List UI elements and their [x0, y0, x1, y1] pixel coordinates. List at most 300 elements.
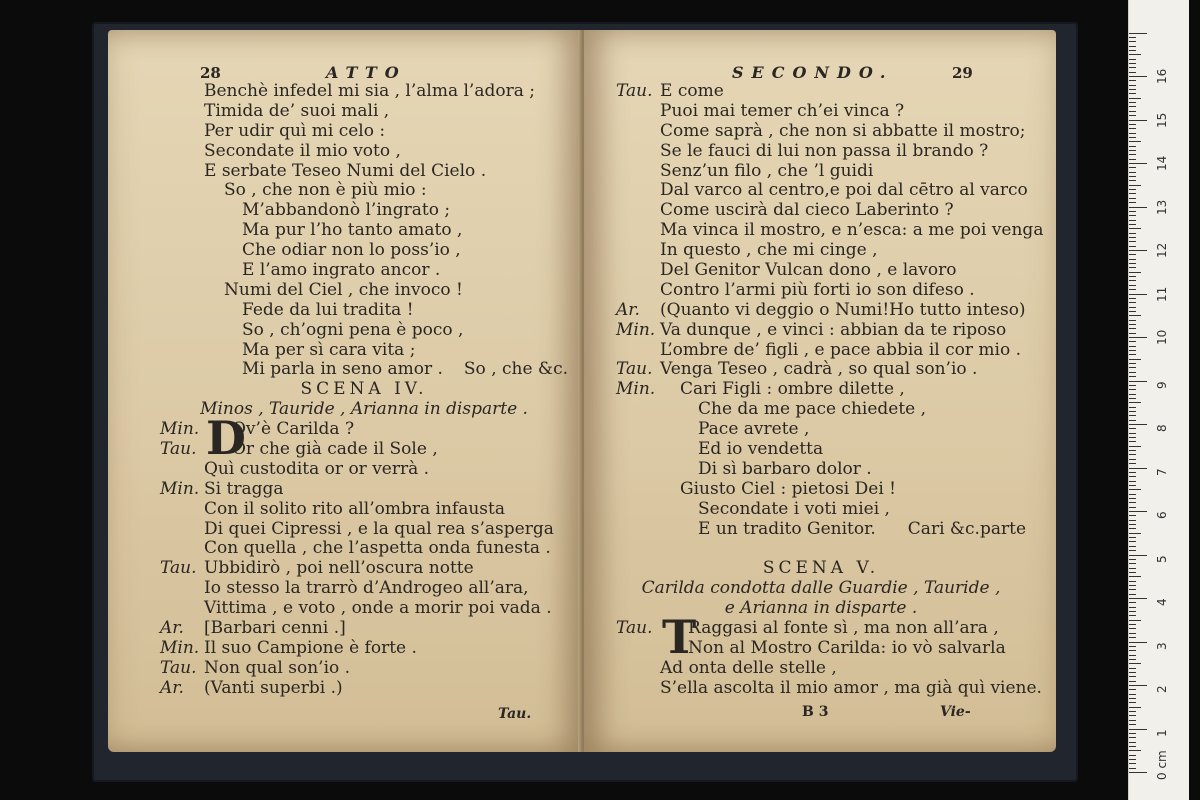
ruler-tick	[1129, 698, 1136, 699]
ruler-tick	[1129, 72, 1136, 73]
verse-text: Timida de’ suoi mali ,	[204, 100, 390, 121]
ruler-tick	[1129, 624, 1136, 625]
ruler-tick	[1129, 146, 1136, 147]
ruler-tick	[1129, 494, 1136, 495]
ruler-tick	[1129, 715, 1136, 716]
verse-line	[616, 440, 1026, 460]
ruler-tick	[1129, 485, 1136, 486]
ruler-tick	[1129, 720, 1136, 721]
ruler-tick	[1129, 650, 1136, 651]
ruler-tick	[1129, 659, 1136, 660]
ruler-tick	[1129, 267, 1136, 268]
ruler-tick	[1129, 411, 1136, 412]
ruler-tick	[1129, 415, 1136, 416]
ruler-tick	[1129, 742, 1136, 743]
verse-line	[616, 360, 1026, 380]
ruler-tick	[1129, 385, 1136, 386]
verse-text: Che da me pace chiedete ,	[698, 399, 927, 420]
ruler-tick	[1129, 594, 1136, 595]
speaker-label: Ar.	[160, 677, 184, 698]
ruler-label: 14	[1155, 155, 1169, 171]
verse-line	[616, 261, 1026, 281]
measuring-ruler	[1128, 0, 1189, 800]
speaker-label: Tau.	[616, 359, 653, 380]
ruler-tick	[1129, 772, 1147, 773]
verse-line	[616, 659, 1026, 679]
ruler-tick	[1129, 59, 1136, 60]
ruler-label: 4	[1155, 598, 1169, 606]
verse-line	[616, 220, 1044, 241]
verse-line	[160, 599, 568, 619]
ruler-tick	[1129, 85, 1136, 86]
verse-line	[160, 480, 568, 500]
ruler-tick	[1129, 280, 1136, 281]
verse-text: Non al Mostro Carilda: io vò salvarla	[688, 637, 1006, 658]
ruler-tick	[1129, 315, 1141, 316]
running-head: SECONDO.	[732, 63, 894, 82]
ruler-tick	[1129, 233, 1136, 234]
verse-line	[616, 380, 1026, 400]
ruler-tick	[1129, 302, 1136, 303]
ruler-tick	[1129, 272, 1141, 273]
verse-text: Per udir quì mi celo :	[204, 120, 386, 141]
verse-text: M’abbandonò l’ingrato ;	[242, 200, 451, 221]
verse-line	[160, 679, 568, 699]
ruler-tick	[1129, 450, 1136, 451]
verse-text: Ma vinca il mostro, e n’esca: a me poi venga	[660, 220, 1044, 241]
ruler-tick	[1129, 402, 1141, 403]
ruler-label: 11	[1155, 286, 1169, 302]
verse-line	[160, 142, 568, 162]
ruler-label: 2	[1155, 685, 1169, 693]
speaker-label: Min.	[160, 637, 200, 658]
verse-text: Benchè infedel mi sia , l’alma l’adora ;	[204, 81, 535, 101]
ruler-tick	[1129, 294, 1147, 295]
verse-line	[616, 321, 1026, 341]
verse-text: Come uscirà dal cieco Laberinto ?	[660, 200, 954, 221]
ruler-tick	[1129, 63, 1136, 64]
ruler-tick	[1129, 172, 1136, 173]
ruler-label: 13	[1155, 199, 1169, 215]
ruler-tick	[1129, 150, 1136, 151]
catchword: Vie-	[940, 704, 971, 720]
verse-text: Non qual son’io .	[204, 657, 351, 678]
ruler-tick	[1129, 167, 1136, 168]
stage-direction: So , che &c.	[463, 359, 568, 380]
ruler-tick	[1129, 481, 1136, 482]
ruler-tick	[1129, 41, 1136, 42]
verse-line	[160, 460, 568, 480]
ruler-tick	[1129, 141, 1141, 142]
ruler-tick	[1129, 254, 1136, 255]
ruler-tick	[1129, 437, 1136, 438]
ruler-tick	[1129, 50, 1136, 51]
ruler-tick	[1129, 111, 1136, 112]
verse-line	[616, 677, 1042, 699]
verse-text: Senz’un filo , che ’l guidi	[660, 160, 874, 181]
ruler-tick	[1129, 381, 1147, 382]
text-block	[160, 82, 568, 699]
ruler-label: 8	[1155, 424, 1169, 432]
verse-text: Venga Teseo , cadrà , so qual son’io .	[660, 359, 978, 380]
ruler-tick	[1129, 707, 1141, 708]
ruler-tick	[1129, 468, 1147, 469]
verse-line	[160, 360, 568, 380]
verse-line	[160, 162, 568, 182]
verse-line	[160, 500, 568, 520]
verse-text: [Barbari cenni .]	[204, 618, 346, 639]
ruler-tick	[1129, 546, 1136, 547]
speaker-label: Min.	[616, 319, 656, 340]
ruler-tick	[1129, 407, 1136, 408]
ruler-tick	[1129, 472, 1136, 473]
verse-line	[160, 440, 568, 460]
ruler-tick	[1129, 359, 1141, 360]
verse-text: E serbate Teseo Numi del Cielo .	[204, 160, 487, 181]
ruler-tick	[1129, 320, 1136, 321]
ruler-tick	[1129, 289, 1136, 290]
right-page	[584, 30, 1056, 752]
ruler-tick	[1129, 533, 1141, 534]
verse-text: Puoi mai temer ch’ei vinca ?	[660, 100, 905, 121]
verse-line	[616, 460, 1026, 480]
verse-line	[616, 201, 1026, 221]
speaker-label: Tau.	[160, 439, 197, 460]
verse-text: Raggasi al fonte sì , ma non all’ara ,	[688, 618, 999, 639]
ruler-tick	[1129, 137, 1136, 138]
ruler-tick	[1129, 176, 1136, 177]
ruler-tick	[1129, 298, 1136, 299]
running-head: ATTO	[326, 63, 407, 82]
verse-text: Pace avrete ,	[698, 419, 810, 440]
ruler-tick	[1129, 620, 1141, 621]
verse-text: (Quanto vi deggio o Numi!Ho tutto inteso)	[660, 299, 1026, 320]
ruler-tick	[1129, 350, 1136, 351]
ruler-tick	[1129, 128, 1136, 129]
ruler-tick	[1129, 215, 1136, 216]
ruler-label: 0 cm	[1155, 750, 1169, 780]
ruler-tick	[1129, 585, 1136, 586]
verse-line	[160, 201, 568, 221]
ruler-tick	[1129, 572, 1136, 573]
verse-line	[160, 321, 568, 341]
ruler-tick	[1129, 668, 1136, 669]
ruler-tick	[1129, 241, 1136, 242]
ruler-tick	[1129, 724, 1136, 725]
ruler-tick	[1129, 220, 1136, 221]
ruler-label: 3	[1155, 641, 1169, 650]
verse-line	[616, 341, 1026, 361]
page-number: 29	[952, 64, 973, 82]
ruler-label: 12	[1155, 242, 1169, 258]
verse-line	[616, 639, 1026, 659]
verse-line	[616, 142, 1026, 162]
ruler-tick	[1129, 689, 1136, 690]
scene-characters: Minos , Tauride , Arianna in disparte .	[200, 399, 528, 420]
ruler-tick	[1129, 46, 1136, 47]
ruler-label: 1	[1155, 728, 1169, 737]
speaker-label: Min.	[160, 419, 200, 440]
ruler-label: 15	[1155, 112, 1169, 128]
verse-line	[160, 520, 568, 540]
ruler-tick	[1129, 507, 1136, 508]
ruler-tick	[1129, 102, 1136, 103]
ruler-tick	[1129, 459, 1136, 460]
ruler-tick	[1129, 180, 1136, 181]
verse-line	[160, 559, 568, 579]
ruler-tick	[1129, 446, 1141, 447]
verse-line	[616, 301, 1026, 321]
drop-capital: T	[662, 610, 697, 665]
ruler-tick	[1129, 563, 1136, 564]
verse-line	[160, 241, 568, 261]
scene-characters: Carilda condotta dalle Guardie , Tauride ,	[641, 578, 1001, 599]
ruler-tick	[1129, 263, 1136, 264]
ruler-tick	[1129, 89, 1136, 90]
ruler-tick	[1129, 615, 1136, 616]
verse-line	[616, 400, 1026, 420]
verse-text: Quì custodita or or verrà .	[204, 458, 430, 479]
ruler-tick	[1129, 246, 1136, 247]
ruler-tick	[1129, 189, 1136, 190]
ruler-tick	[1129, 285, 1136, 286]
verse-text: Ma pur l’ho tanto amato ,	[242, 220, 463, 241]
verse-text: Or che già cade il Sole ,	[232, 439, 438, 460]
ruler-tick	[1129, 259, 1136, 260]
blank-line	[616, 539, 1026, 559]
verse-text: S’ella ascolta il mio amor , ma già quì viene.	[660, 677, 1042, 698]
ruler-tick	[1129, 133, 1136, 134]
verse-line	[616, 500, 1026, 520]
ruler-tick	[1129, 537, 1136, 538]
scene-characters: e Arianna in disparte .	[724, 598, 918, 619]
verse-text: Come saprà , che non si abbatte il mostro;	[660, 120, 1026, 141]
verse-text: Fede da lui tradita !	[242, 299, 414, 320]
ruler-tick	[1129, 646, 1136, 647]
verse-text: Ad onta delle stelle ,	[660, 657, 837, 678]
ruler-label: 10	[1155, 329, 1169, 345]
ruler-tick	[1129, 372, 1136, 373]
verse-text: E l’amo ingrato ancor .	[242, 260, 441, 281]
verse-text: Se le fauci di lui non passa il brando ?	[660, 140, 989, 161]
ruler-tick	[1129, 237, 1136, 238]
ruler-tick	[1129, 433, 1136, 434]
verse-line	[160, 579, 568, 599]
ruler-tick	[1129, 737, 1136, 738]
ruler-tick	[1129, 655, 1136, 656]
scene-heading: SCENA IV.	[300, 379, 428, 400]
ruler-tick	[1129, 328, 1136, 329]
speaker-label: Ar.	[160, 618, 184, 639]
verse-line	[160, 281, 568, 301]
verse-line	[160, 619, 568, 639]
verse-text: Vittima , e voto , onde a morir poi vada .	[204, 598, 552, 619]
text-block	[616, 81, 1044, 699]
ruler-tick	[1129, 555, 1147, 556]
scene-heading: SCENA V.	[762, 558, 880, 579]
verse-text: So , che non è più mio :	[224, 180, 427, 201]
ruler-label: 16	[1155, 68, 1169, 84]
ruler-tick	[1129, 763, 1136, 764]
verse-line	[616, 181, 1026, 201]
verse-line	[616, 102, 1026, 122]
ruler-tick	[1129, 598, 1147, 599]
ruler-tick	[1129, 502, 1136, 503]
ruler-tick	[1129, 163, 1147, 164]
verse-line	[616, 162, 1026, 182]
verse-text: Numi del Ciel , che invoco !	[224, 279, 463, 300]
verse-line	[616, 420, 1026, 440]
verse-line	[160, 639, 568, 659]
ruler-tick	[1129, 729, 1147, 730]
verse-text: Di quei Cipressi , e la qual rea s’asperga	[204, 518, 554, 539]
ruler-tick	[1129, 602, 1136, 603]
verse-text: Che odiar non lo poss’io ,	[242, 240, 461, 261]
ruler-tick	[1129, 341, 1136, 342]
verse-text: Del Genitor Vulcan dono , e lavoro	[660, 260, 957, 281]
verse-text: Io stesso la trarrò d’Androgeo all’ara,	[204, 578, 529, 599]
verse-text: Va dunque , e vinci : abbian da te riposo	[660, 319, 1007, 340]
ruler-tick	[1129, 276, 1136, 277]
ruler-tick	[1129, 663, 1141, 664]
ruler-tick	[1129, 463, 1136, 464]
ruler-label: 5	[1155, 554, 1169, 563]
ruler-tick	[1129, 424, 1147, 425]
ruler-tick	[1129, 672, 1136, 673]
verse-text: Ma per sì cara vita ;	[242, 339, 416, 360]
verse-line	[160, 221, 568, 241]
ruler-label: 6	[1155, 511, 1169, 519]
speaker-label: Ar.	[616, 299, 640, 320]
verse-text: Di sì barbaro dolor .	[698, 458, 872, 479]
ruler-tick	[1129, 80, 1136, 81]
catchword: Tau.	[498, 706, 532, 722]
drop-capital: D	[206, 411, 246, 466]
ruler-tick	[1129, 511, 1147, 512]
speaker-label: Tau.	[160, 657, 197, 678]
ruler-tick	[1129, 159, 1136, 160]
ruler-tick	[1129, 67, 1136, 68]
speaker-label: Min.	[160, 478, 200, 499]
signature-mark: B 3	[802, 704, 829, 720]
verse-text: Ov’è Carilda ?	[232, 419, 355, 440]
verse-line	[160, 82, 568, 102]
ruler-tick	[1129, 37, 1136, 38]
verse-text: Mi parla in seno amor .	[242, 359, 443, 380]
ruler-tick	[1129, 524, 1136, 525]
ruler-tick	[1129, 185, 1141, 186]
ruler-tick	[1129, 224, 1136, 225]
speaker-label: Tau.	[616, 81, 653, 101]
left-page	[108, 30, 582, 752]
ruler-tick	[1129, 581, 1136, 582]
verse-text: Secondate il mio voto ,	[204, 140, 401, 161]
ruler-tick	[1129, 607, 1136, 608]
speaker-label: Tau.	[160, 558, 197, 579]
ruler-tick	[1129, 559, 1136, 560]
ruler-tick	[1129, 376, 1136, 377]
ruler-tick	[1129, 589, 1136, 590]
speaker-label: Min.	[616, 379, 656, 400]
ruler-tick	[1129, 515, 1136, 516]
ruler-tick	[1129, 311, 1136, 312]
ruler-tick	[1129, 324, 1136, 325]
ruler-tick	[1129, 441, 1136, 442]
verse-line	[160, 122, 568, 142]
ruler-tick	[1129, 733, 1136, 734]
verse-line	[160, 659, 568, 679]
verse-text: So , ch’ogni pena è poco ,	[242, 319, 464, 340]
ruler-tick	[1129, 694, 1136, 695]
ruler-tick	[1129, 454, 1136, 455]
verse-text: L’ombre de’ figli , e pace abbia il cor mio .	[660, 339, 1022, 360]
ruler-tick	[1129, 202, 1136, 203]
verse-line	[160, 261, 568, 281]
ruler-tick	[1129, 93, 1136, 94]
ruler-tick	[1129, 207, 1147, 208]
verse-line	[160, 181, 568, 201]
verse-text: Con quella , che l’aspetta onda funesta .	[204, 538, 551, 559]
ruler-tick	[1129, 346, 1136, 347]
ruler-tick	[1129, 76, 1147, 77]
ruler-tick	[1129, 681, 1136, 682]
verse-line	[616, 480, 1026, 500]
ruler-tick	[1129, 228, 1141, 229]
ruler-tick	[1129, 746, 1136, 747]
ruler-tick	[1129, 633, 1136, 634]
ruler-tick	[1129, 211, 1136, 212]
ruler-tick	[1129, 250, 1147, 251]
ruler-tick	[1129, 428, 1136, 429]
ruler-tick	[1129, 120, 1147, 121]
ruler-label: 7	[1155, 467, 1169, 476]
verse-text: Giusto Ciel : pietosi Dei !	[680, 478, 897, 499]
ruler-tick	[1129, 154, 1136, 155]
verse-text: Ubbidirò , poi nell’oscura notte	[204, 558, 474, 579]
ruler-tick	[1129, 124, 1136, 125]
ruler-tick	[1129, 115, 1136, 116]
verse-line	[160, 341, 568, 361]
ruler-tick	[1129, 568, 1136, 569]
ruler-tick	[1129, 389, 1136, 390]
verse-line	[616, 241, 1026, 261]
ruler-tick	[1129, 54, 1141, 55]
ruler-tick	[1129, 33, 1147, 34]
verse-text: Secondate i voti miei ,	[698, 498, 890, 519]
ruler-tick	[1129, 550, 1136, 551]
ruler-tick	[1129, 520, 1136, 521]
stage-direction: Cari &c.parte	[907, 518, 1026, 539]
ruler-tick	[1129, 198, 1136, 199]
verse-line	[160, 539, 568, 559]
verse-line	[160, 102, 568, 122]
ruler-tick	[1129, 363, 1136, 364]
ruler-tick	[1129, 367, 1136, 368]
ruler-tick	[1129, 398, 1136, 399]
verse-text: In questo , che mi cinge ,	[660, 240, 878, 261]
ruler-tick	[1129, 541, 1136, 542]
ruler-tick	[1129, 476, 1136, 477]
ruler-tick	[1129, 307, 1136, 308]
verse-line	[616, 520, 1026, 540]
ruler-tick	[1129, 193, 1136, 194]
ruler-tick	[1129, 333, 1136, 334]
ruler-tick	[1129, 711, 1136, 712]
ruler-tick	[1129, 337, 1147, 338]
ruler-tick	[1129, 768, 1136, 769]
ruler-tick	[1129, 702, 1136, 703]
ruler-tick	[1129, 498, 1136, 499]
